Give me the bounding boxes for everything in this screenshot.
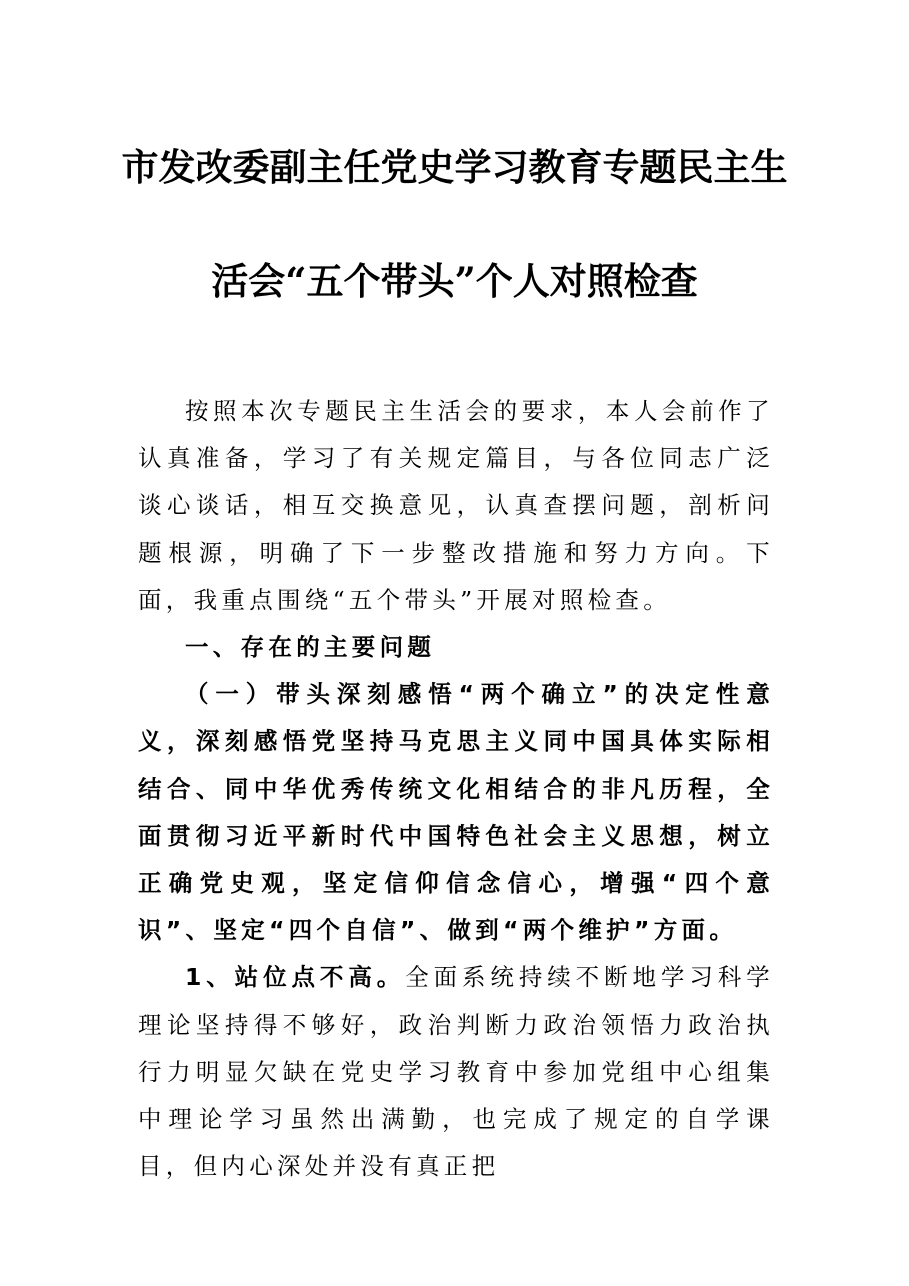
document-title-line-1: 市发改委副主任党史学习教育专题民主生 [121, 145, 788, 189]
point-lead: 1、站位点不高。 [185, 963, 406, 992]
subsection-heading: （一）带头深刻感悟“两个确立”的决定性意义，深刻感悟党坚持马克思主义同中国具体实际相结合、同中华优秀传统文化相结合的非凡历程，全面贯彻习近平新时代中国特色社会主义思想，树立正确党史观，坚定信仰信念信心，增强“四个意识”、坚定“四个自信”、做到“两个维护”方面。 [138, 680, 774, 945]
document-title-line-2: 活会“五个带头”个人对照检查 [211, 259, 698, 303]
document-body [138, 388, 774, 1190]
intro-paragraph: 按照本次专题民主生活会的要求，本人会前作了认真准备，学习了有关规定篇目，与各位同志广泛谈心谈话，相互交换意见，认真查摆问题，剖析问题根源，明确了下一步整改措施和努力方向。下面，我重点围绕“五个带头”开展对照检查。 [138, 397, 774, 614]
point-text: 全面系统持续不断地学习科学理论坚持得不够好，政治判断力政治领悟力政治执行力明显欠缺在党史学习教育中参加党组中心组集中理论学习虽然出满勤，也完成了规定的自学课目，但内心深处并没有真正把 [138, 963, 774, 1181]
section-heading: 一、存在的主要问题 [185, 633, 436, 662]
point-paragraph [138, 954, 774, 1190]
